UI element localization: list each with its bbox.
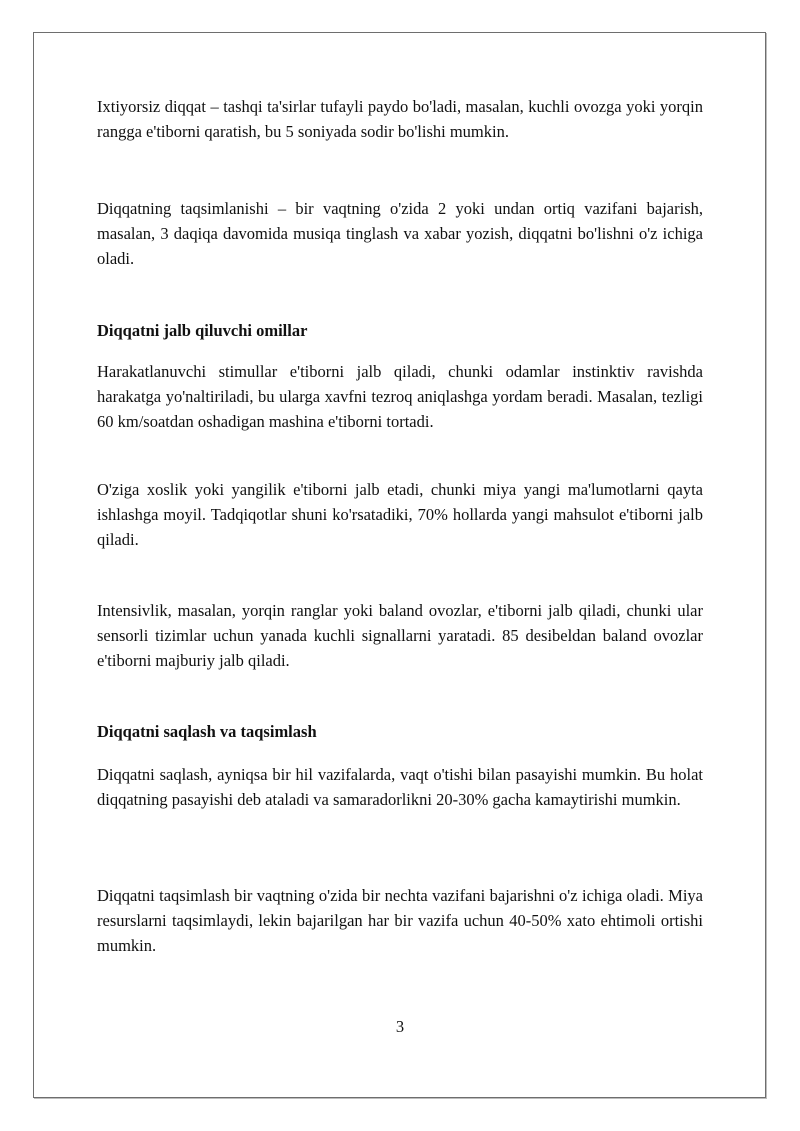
paragraph-attention-maintenance: Diqqatni saqlash, ayniqsa bir hil vazifalarda, vaqt o'tishi bilan pasayishi mumkin. Bu holat diqqatning pasayishi deb ataladi va samaradorlikni 20-30% gacha kamaytirishi mumkin.: [97, 765, 703, 809]
paragraph-moving-stimuli: Harakatlanuvchi stimullar e'tiborni jalb qiladi, chunki odamlar instinktiv ravishda harakatga yo'naltiriladi, bu ularga xavfni tezroq aniqlashga yordam beradi. Masalan, tezligi 60 km/soatdan oshadigan mashina e'tiborni tortadi.: [97, 362, 703, 431]
paragraph-attention-splitting: Diqqatni taqsimlash bir vaqtning o'zida bir nechta vazifani bajarishni o'z ichiga oladi. Miya resurslarni taqsimlaydi, lekin bajarilgan har bir vazifa uchun 40-50% xato ehtimoli ortishi mumkin.: [97, 886, 703, 955]
paragraph-novelty: O'ziga xoslik yoki yangilik e'tiborni jalb etadi, chunki miya yangi ma'lumotlarni qayta ishlashga moyil. Tadqiqotlar shuni ko'rsatadiki, 70% hollarda yangi mahsulot e'tiborni jalb qiladi.: [97, 480, 703, 549]
heading-attention-factors: Diqqatni jalb qiluvchi omillar: [97, 321, 308, 340]
paragraph-attention-distribution: Diqqatning taqsimlanishi – bir vaqtning o'zida 2 yoki undan ortiq vazifani bajarish, masalan, 3 daqiqa davomida musiqa tinglash va xabar yozish, diqqatni bo'lishni o'z ichiga oladi.: [97, 199, 703, 268]
page-number: 3: [395, 1017, 405, 1036]
paragraph-intensity: Intensivlik, masalan, yorqin ranglar yoki baland ovozlar, e'tiborni jalb qiladi, chunki ular sensorli tizimlar uchun yanada kuchli signallarni yaratadi. 85 desibeldan baland ovozlar e'tiborni majburiy jalb qiladi.: [97, 601, 703, 670]
heading-attention-maintenance: Diqqatni saqlash va taqsimlash: [97, 722, 317, 741]
paragraph-involuntary-attention: Ixtiyorsiz diqqat – tashqi ta'sirlar tufayli paydo bo'ladi, masalan, kuchli ovozga yoki yorqin rangga e'tiborni qaratish, bu 5 soniyada sodir bo'lishi mumkin.: [97, 97, 703, 141]
